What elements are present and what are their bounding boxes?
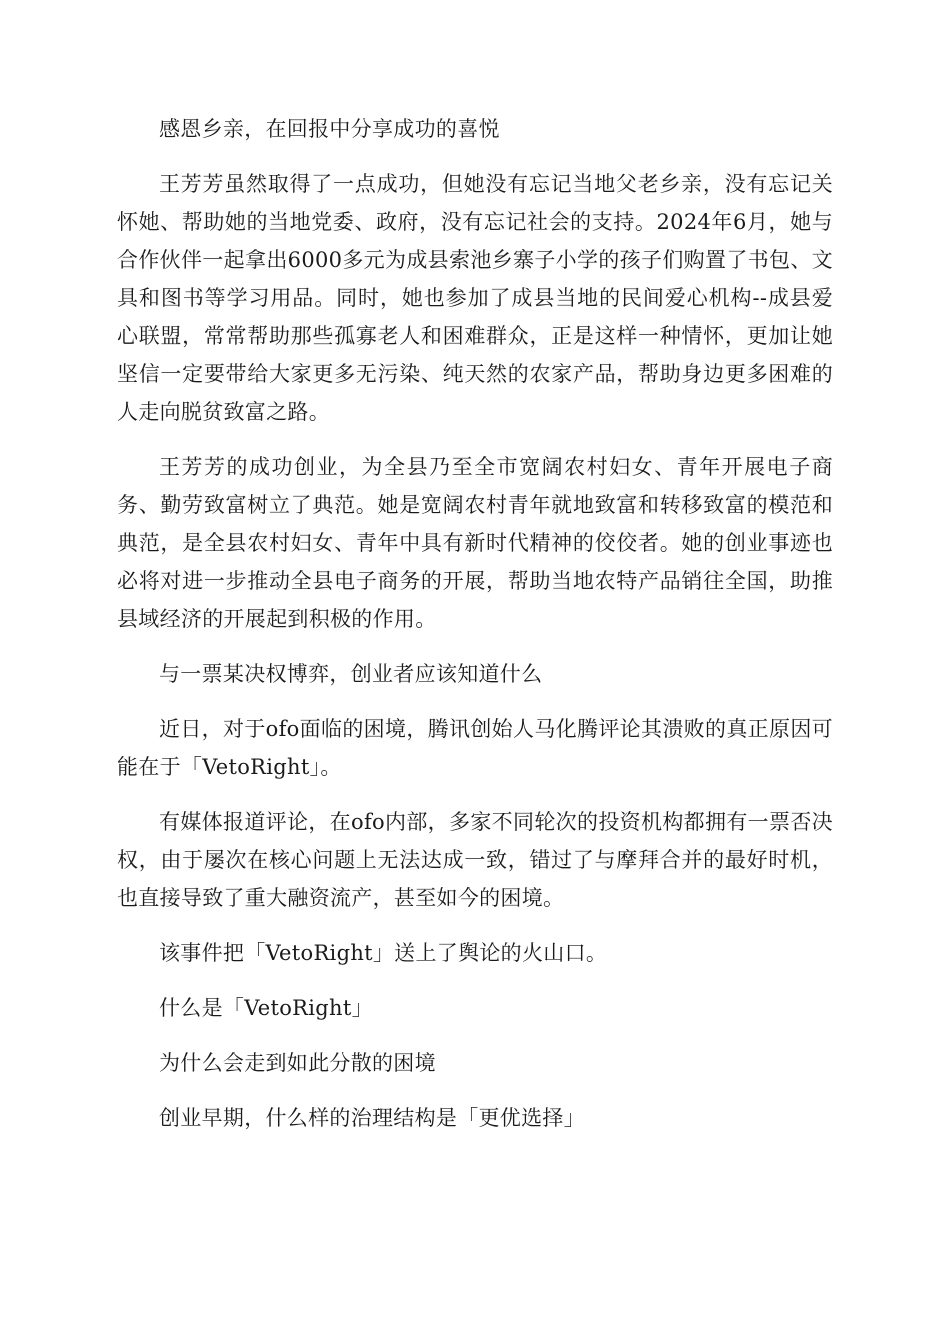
subheading-governance-structure: 创业早期，什么样的治理结构是「更优选择」	[159, 1106, 585, 1130]
paragraph-giving-back: 王芳芳虽然取得了一点成功，但她没有忘记当地父老乡亲，没有忘记关怀她、帮助她的当地党委、政府，没有忘记社会的支持。2024年6月，她与合作伙伴一起拿出6000多元为成县索池乡寨子小学的孩子们购置了书包、文具和图书等学习用品。同时，她也参加了成县当地的民间爱心机构--成县爱心联盟，常常帮助那些孤寡老人和困难群众，正是这样一种情怀，更加让她坚信一定要带给大家更多无污染、纯天然的农家产品，帮助身边更多困难的人走向脱贫致富之路。	[117, 172, 833, 424]
section-heading-veto: 与一票某决权博弈，创业者应该知道什么	[159, 662, 543, 686]
subheading-why-dispersed: 为什么会走到如此分散的困境	[159, 1051, 436, 1075]
paragraph-media-report: 有媒体报道评论，在ofo内部，多家不同轮次的投资机构都拥有一票否决权，由于屡次在核心问题上无法达成一致，错过了与摩拜合并的最好时机，也直接导致了重大融资流产，甚至如今的困境。	[117, 810, 833, 910]
subheading-what-is-veto: 什么是「VetoRight」	[159, 996, 373, 1020]
paragraph-event-spotlight: 该事件把「VetoRight」送上了舆论的火山口。	[159, 941, 608, 965]
document-body	[117, 110, 833, 1154]
paragraph-role-model: 王芳芳的成功创业，为全县乃至全市宽阔农村妇女、青年开展电子商务、勤劳致富树立了典范。她是宽阔农村青年就地致富和转移致富的模范和典范，是全县农村妇女、青年中具有新时代精神的佼佼者。她的创业事迹也必将对进一步推动全县电子商务的开展，帮助当地农特产品销往全国，助推县域经济的开展起到积极的作用。	[117, 455, 833, 631]
section-heading-gratitude: 感恩乡亲，在回报中分享成功的喜悦	[159, 117, 500, 141]
paragraph-ofo-comment: 近日，对于ofo面临的困境，腾讯创始人马化腾评论其溃败的真正原因可能在于「VetoRight」。	[117, 717, 833, 779]
